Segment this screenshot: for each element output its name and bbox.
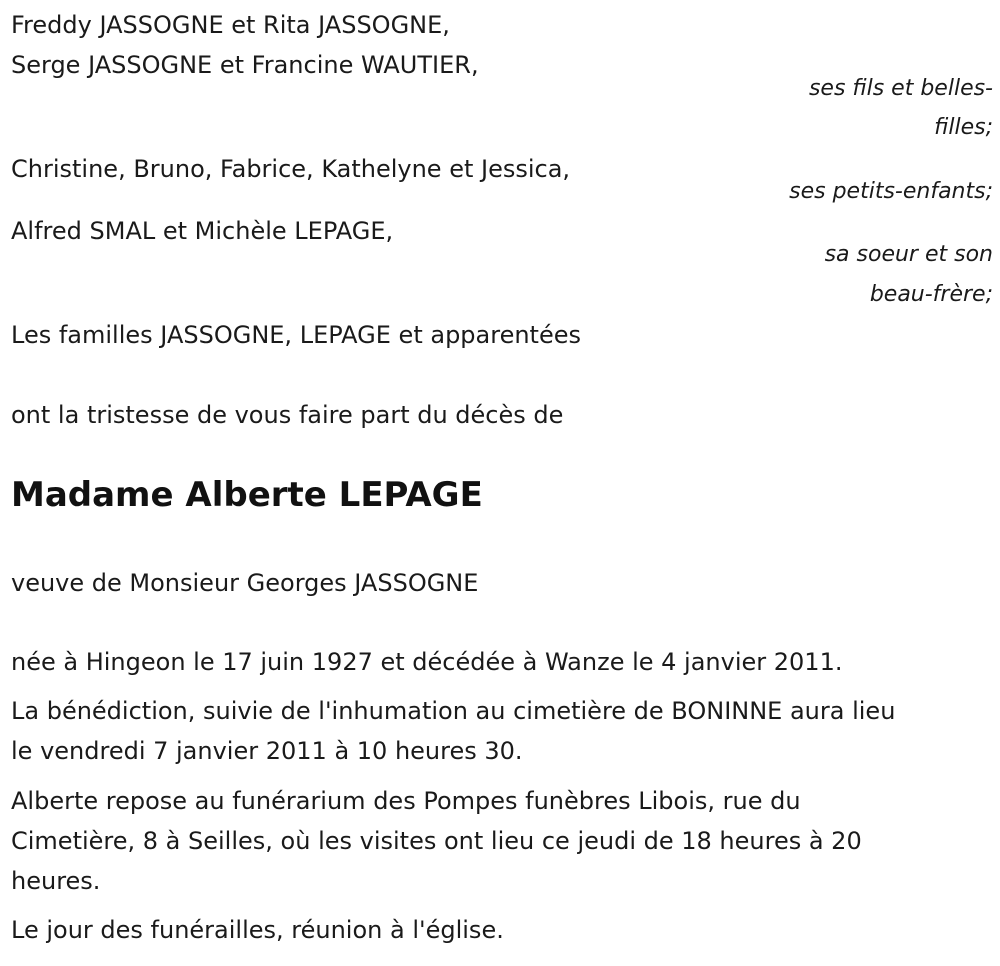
grandchildren-names: Christine, Bruno, Fabrice, Kathelyne et Jessica, — [11, 155, 571, 183]
relation-sons-line-1: ses fils et belles- — [808, 76, 993, 101]
ceremony-line-2: le vendredi 7 janvier 2011 à 10 heures 30. — [11, 737, 523, 765]
widow-of-line: veuve de Monsieur Georges JASSOGNE — [11, 569, 479, 597]
family-line-1: Freddy JASSOGNE et Rita JASSOGNE, — [11, 11, 450, 39]
visits-line-2: Cimetière, 8 à Seilles, où les visites ont lieu ce jeudi de 18 heures à 20 — [11, 827, 862, 855]
sibling-names: Alfred SMAL et Michèle LEPAGE, — [11, 217, 394, 245]
relation-sibling-line-2: beau-frère; — [869, 282, 993, 307]
families-line: Les familles JASSOGNE, LEPAGE et apparentées — [11, 321, 581, 349]
announcement-text: ont la tristesse de vous faire part du décès de — [11, 401, 564, 429]
relation-grandchildren: ses petits-enfants; — [789, 179, 993, 204]
visits-line-1: Alberte repose au funérarium des Pompes funèbres Libois, rue du — [11, 787, 801, 815]
visits-line-3: heures. — [11, 867, 101, 895]
meeting-line: Le jour des funérailles, réunion à l'église. — [11, 916, 504, 944]
birth-death-line: née à Hingeon le 17 juin 1927 et décédée à Wanze le 4 janvier 2011. — [11, 648, 843, 676]
relation-sons-line-2: filles; — [934, 115, 993, 140]
family-line-2: Serge JASSOGNE et Francine WAUTIER, — [11, 51, 479, 79]
death-notice — [11, 0, 993, 966]
relation-sibling-line-1: sa soeur et son — [824, 242, 993, 267]
ceremony-line-1: La bénédiction, suivie de l'inhumation au cimetière de BONINNE aura lieu — [11, 697, 896, 725]
deceased-name: Madame Alberte LEPAGE — [11, 475, 483, 515]
